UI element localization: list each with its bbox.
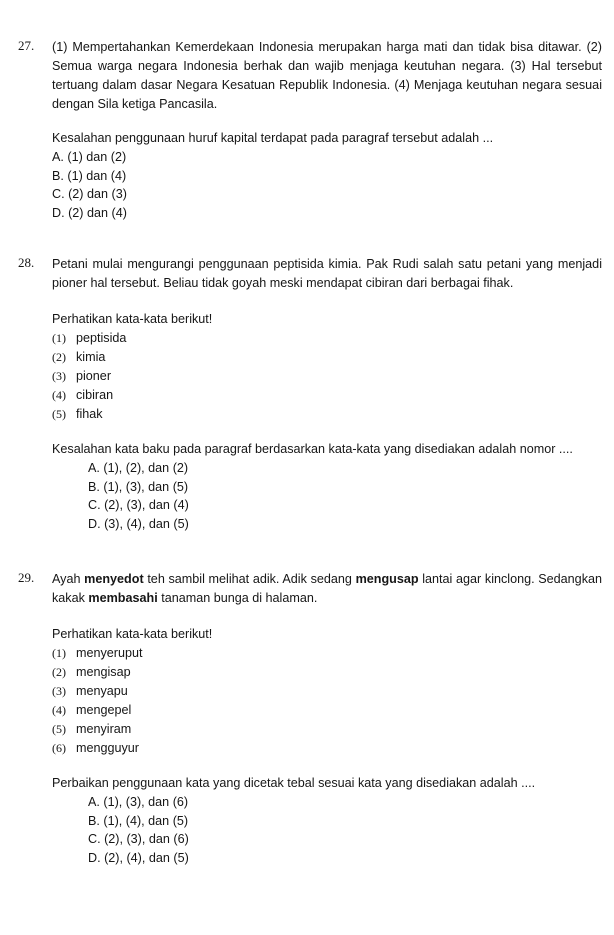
- word-item: (2) kimia: [52, 350, 106, 364]
- word-item: (5) fihak: [52, 407, 103, 421]
- word-item: (4) cibiran: [52, 388, 114, 402]
- option-c[interactable]: C. (2) dan (3): [52, 187, 127, 201]
- word-item: (6) mengguyur: [52, 741, 140, 755]
- bold-word-menyedot: menyedot: [84, 572, 144, 586]
- question-paragraph: Ayah menyedot teh sambil melihat adik. Adik sedang mengusap lantai agar kinclong. Sedangkan kakak membasahi tanaman bunga di halaman.: [52, 572, 602, 605]
- question-prompt: Kesalahan penggunaan huruf kapital terdapat pada paragraf tersebut adalah ...: [52, 131, 494, 145]
- word-list: [52, 329, 602, 424]
- options-list: [52, 793, 602, 867]
- option-b[interactable]: B. (1), (4), dan (5): [88, 813, 189, 828]
- word-list-lead: Perhatikan kata-kata berikut!: [52, 312, 213, 326]
- word-list-lead: Perhatikan kata-kata berikut!: [52, 627, 213, 641]
- bold-word-mengusap: mengusap: [355, 572, 419, 586]
- option-a[interactable]: A. (1), (2), dan (2): [88, 461, 189, 475]
- question-prompt: Kesalahan kata baku pada paragraf berdasarkan kata-kata yang disediakan adalah nomor ....: [52, 442, 573, 456]
- bold-word-membasahi: membasahi: [88, 591, 158, 605]
- word-item: (4) mengepel: [52, 703, 132, 717]
- word-item: (3) pioner: [52, 369, 112, 383]
- option-a[interactable]: A. (1), (3), dan (6): [88, 795, 189, 809]
- question-number: 28.: [18, 255, 35, 270]
- option-c[interactable]: C. (2), (3), dan (4): [88, 498, 189, 512]
- option-b[interactable]: B. (1) dan (4): [52, 168, 127, 183]
- option-d[interactable]: D. (2), (4), dan (5): [88, 850, 189, 865]
- question-number: 27.: [18, 38, 35, 53]
- option-d[interactable]: D. (3), (4), dan (5): [88, 516, 189, 531]
- options-list: [52, 459, 602, 533]
- option-d[interactable]: D. (2) dan (4): [52, 205, 127, 220]
- question-paragraph: Petani mulai mengurangi penggunaan peptisida kimia. Pak Rudi salah satu petani yang menjadi pioner hal tersebut. Beliau tidak goyah meski mendapat cibiran dari berbagai fihak.: [52, 257, 602, 290]
- question-number: 29.: [18, 570, 35, 585]
- option-c[interactable]: C. (2), (3), dan (6): [88, 832, 189, 846]
- word-item: (1) menyeruput: [52, 646, 143, 660]
- word-item: (3) menyapu: [52, 684, 128, 698]
- word-list: [52, 644, 602, 758]
- option-b[interactable]: B. (1), (3), dan (5): [88, 479, 189, 494]
- word-item: (5) menyiram: [52, 722, 132, 736]
- question-paragraph: (1) Mempertahankan Kemerdekaan Indonesia merupakan harga mati dan tidak bisa ditawar. (2) Semua warga negara Indonesia berhak dan wajib menjaga keutuhan negara. (3) Hal tersebut tertuang dalam dasar Negara Kesatuan Republik Indonesia. (4) Menjaga keutuhan negara sesuai dengan Sila ketiga Pancasila.: [52, 40, 602, 111]
- word-item: (2) mengisap: [52, 665, 131, 679]
- options-list: [52, 148, 602, 222]
- question-prompt: Perbaikan penggunaan kata yang dicetak tebal sesuai kata yang disediakan adalah ....: [52, 776, 536, 790]
- option-a[interactable]: A. (1) dan (2): [52, 150, 127, 164]
- word-item: (1) peptisida: [52, 331, 127, 345]
